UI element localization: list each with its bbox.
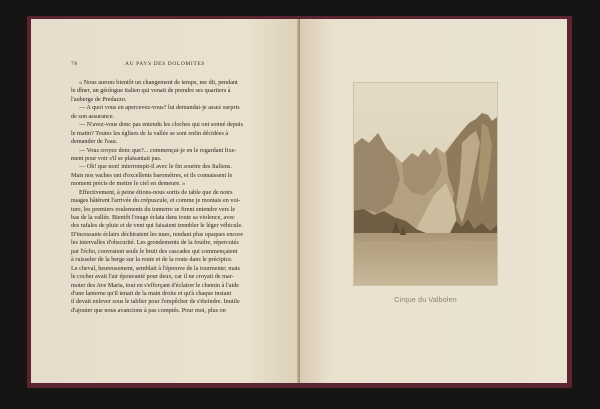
photo-caption: Cirque du Valbolen <box>394 297 457 304</box>
text-line: bas de la vallée. Bientôt l'orage éclata dans toute sa violence, avec <box>71 214 235 221</box>
text-line: — A quoi vous en apercevez-vous? lui demandai-je assez surpris <box>79 104 240 112</box>
text-line: « Nous aurons bientôt un changement de temps, me dit, pendant <box>79 79 238 86</box>
text-line: — N'avez-vous donc pas entendu les cloches qui ont sonné depuis <box>79 121 244 129</box>
text-line: nuages hâtèrent l'arrivée du crépuscule, et comme je montais en voi- <box>71 197 241 205</box>
text-line: demander de l'eau. <box>71 138 118 146</box>
photo-plate <box>354 83 497 285</box>
body-text <box>71 79 293 315</box>
text-line: ture, les premiers roulements du tonnerre se firent entendre vers le <box>71 205 236 213</box>
text-line: Le cheval, heureusement, semblait à l'épreuve de la tourmente; mais <box>71 264 240 272</box>
text-line: l'auberge de Predazzo. <box>71 95 127 103</box>
running-head-title: AU PAYS DES DOLOMITES <box>125 61 205 67</box>
page-number: 78 <box>71 61 78 67</box>
text-line: Mais nos vaches ont d'excellents baromètres, et ils connaissent le <box>71 171 233 179</box>
text-line: il devait enlever sous le tablier pour l'empêcher de s'éteindre. Inutile <box>71 298 240 306</box>
mountain-photograph <box>354 83 497 285</box>
text-line: ment pour voir s'il se plaisantait pas. <box>71 154 162 162</box>
text-line: moter des Ave Maria, tout en s'efforçant d'éclairer le chemin à l'aide <box>71 281 240 289</box>
text-line: — Vous croyez donc que?... commençai-je en le regardant fixe- <box>79 146 237 154</box>
text-line: le dîner, un géologue italien qui venait de prendre ses quartiers à <box>71 87 231 95</box>
right-page <box>300 19 567 383</box>
text-line: le matin? Toutes les églises de la vallée se sont enfin décidées à <box>71 129 229 137</box>
text-line: d'une lanterne qu'il tenait de la main droite et qu'à chaque instant <box>71 289 232 297</box>
text-line: moment précis de mettre le ciel en demeure. » <box>71 180 186 188</box>
text-line: d'ajouter que nous avancions à pas comptés. Pour moi, plus on <box>71 306 226 314</box>
text-line: des rafales de pluie et de vent qui faisaient trembler le léger véhicule. <box>71 222 243 230</box>
text-line: de son assurance. <box>71 112 115 120</box>
text-line: par l'écho, couvraient seuls le bruit des cascades qui commençaient <box>71 247 238 255</box>
text-line: les intervalles d'obscurité. Les grondements de la foudre, répercutés <box>71 239 239 247</box>
text-line: à ruisseler de la berge sur la route et de la route dans le précipice. <box>71 256 233 264</box>
text-line: — Oh! que non! interrompit-il avec le fin sourire des Italiens. <box>79 163 232 171</box>
left-page <box>31 19 299 383</box>
text-line: Effectivement, à peine étions-nous sortis de table que de noirs <box>79 188 233 196</box>
text-line: le cocher avait l'air épouvanté pour deux, car il ne croyait de mar- <box>71 273 234 281</box>
text-line: D'incessants éclairs déchiraient les nues, rendant plus opaques encore <box>71 230 244 238</box>
